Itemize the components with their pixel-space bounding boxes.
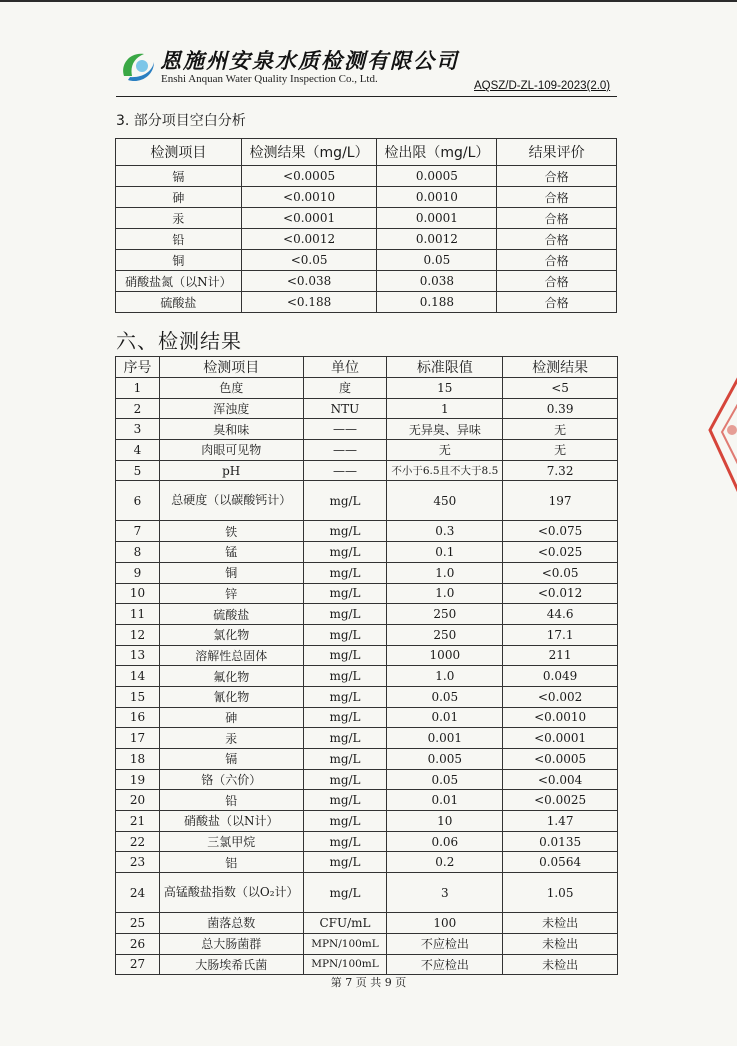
blank-cell: 合格 [497,229,617,250]
results-cell: mg/L [303,873,387,913]
blank-cell: 汞 [116,208,242,229]
results-cell: 3 [387,873,503,913]
results-cell: <0.0001 [503,728,618,749]
blank-cell: 硫酸盐 [116,292,242,313]
results-cell: mg/L [303,749,387,770]
table-row [116,440,618,461]
results-cell: 9 [116,562,160,583]
results-cell: MPN/100mL [303,954,387,975]
results-cell: 0.2 [387,852,503,873]
results-cell: 氰化物 [159,686,303,707]
results-cell: 铁 [159,521,303,542]
results-cell: 肉眼可见物 [159,440,303,461]
table-row [116,624,618,645]
results-cell: <0.0005 [503,749,618,770]
results-cell: mg/L [303,624,387,645]
results-cell: 1.05 [503,873,618,913]
results-header-cell: 检测结果 [503,357,618,378]
results-cell: mg/L [303,707,387,728]
results-table [115,356,618,975]
results-cell: 17 [116,728,160,749]
results-cell: 铝 [159,852,303,873]
results-cell: 不应检出 [387,954,503,975]
blank-cell: 合格 [497,187,617,208]
blank-header-cell: 检出限（mg/L） [377,139,497,166]
results-cell: —— [303,419,387,440]
blank-cell: 砷 [116,187,242,208]
results-cell: 0.05 [387,769,503,790]
table-row [116,398,618,419]
results-cell: 250 [387,624,503,645]
results-cell: mg/L [303,831,387,852]
results-cell: 氟化物 [159,666,303,687]
results-cell: 镉 [159,749,303,770]
results-cell: MPN/100mL [303,933,387,954]
blank-cell: <0.0010 [241,187,377,208]
results-cell: mg/L [303,686,387,707]
table-row [116,419,618,440]
results-cell: 1.0 [387,666,503,687]
results-cell: 未检出 [503,933,618,954]
results-cell: <0.012 [503,583,618,604]
blank-cell: 合格 [497,250,617,271]
results-cell: 氯化物 [159,624,303,645]
results-cell: 15 [116,686,160,707]
table-row [116,271,617,292]
table-row [116,583,618,604]
results-cell: 1 [387,398,503,419]
table-row [116,292,617,313]
table-row [116,769,618,790]
results-cell: 197 [503,481,618,521]
table-row [116,831,618,852]
table-row [116,378,618,399]
results-cell: 7 [116,521,160,542]
results-cell: 浑浊度 [159,398,303,419]
results-cell: 8 [116,542,160,563]
results-cell: 0.05 [387,686,503,707]
document-code: AQSZ/D-ZL-109-2023(2.0) [474,80,611,92]
table-row [116,460,618,481]
blank-cell: 0.188 [377,292,497,313]
results-cell: 0.0564 [503,852,618,873]
results-cell: <0.075 [503,521,618,542]
results-cell: 溶解性总固体 [159,645,303,666]
blank-cell: <0.0005 [241,166,377,187]
table-row [116,933,618,954]
results-cell: 铬（六价） [159,769,303,790]
results-cell: mg/L [303,811,387,832]
results-cell: 0.1 [387,542,503,563]
top-border-line [0,0,737,2]
results-cell: 24 [116,873,160,913]
results-cell: <0.002 [503,686,618,707]
table-row [116,229,617,250]
results-cell: 0.39 [503,398,618,419]
results-cell: 硫酸盐 [159,604,303,625]
page-footer: 第 7 页 共 9 页 [330,976,407,989]
results-cell: mg/L [303,645,387,666]
table-row [116,481,618,521]
blank-cell: 铜 [116,250,242,271]
table-row [116,250,617,271]
results-cell: <0.025 [503,542,618,563]
results-cell: 锰 [159,542,303,563]
results-cell: 19 [116,769,160,790]
results-cell: mg/L [303,583,387,604]
results-cell: 2 [116,398,160,419]
blank-cell: 合格 [497,271,617,292]
results-cell: 12 [116,624,160,645]
blank-cell: 合格 [497,208,617,229]
results-cell: 27 [116,954,160,975]
results-cell: —— [303,440,387,461]
blank-cell: 镉 [116,166,242,187]
blank-cell: <0.0012 [241,229,377,250]
results-cell: 211 [503,645,618,666]
results-cell: 1000 [387,645,503,666]
table-row [116,208,617,229]
blank-cell: 0.0012 [377,229,497,250]
results-cell: 总硬度（以碳酸钙计） [159,481,303,521]
table-row [116,811,618,832]
results-cell: 1.47 [503,811,618,832]
results-cell: 无 [503,419,618,440]
results-cell: mg/L [303,769,387,790]
results-cell: 未检出 [503,954,618,975]
results-cell: 20 [116,790,160,811]
results-cell: 23 [116,852,160,873]
blank-cell: <0.188 [241,292,377,313]
company-logo-icon [118,46,158,86]
results-cell: 不小于6.5且不大于8.5 [387,460,503,481]
blank-cell: <0.038 [241,271,377,292]
results-cell: 铅 [159,790,303,811]
blank-cell: <0.05 [241,250,377,271]
results-header-cell: 标准限值 [387,357,503,378]
results-cell: 不应检出 [387,933,503,954]
blank-cell: 0.0005 [377,166,497,187]
results-cell: 0.001 [387,728,503,749]
results-cell: 21 [116,811,160,832]
results-cell: 菌落总数 [159,913,303,934]
table-row [116,749,618,770]
results-cell: mg/L [303,521,387,542]
results-cell: 15 [387,378,503,399]
results-cell: pH [159,460,303,481]
results-cell: 汞 [159,728,303,749]
blank-analysis-title: 3. 部分项目空白分析 [116,113,246,129]
results-section-title: 六、检测结果 [116,329,242,353]
results-header-cell: 单位 [303,357,387,378]
blank-cell: 合格 [497,292,617,313]
results-cell: <0.0025 [503,790,618,811]
results-cell: 13 [116,645,160,666]
results-cell: <5 [503,378,618,399]
results-cell: 250 [387,604,503,625]
results-cell: 11 [116,604,160,625]
results-cell: 26 [116,933,160,954]
results-cell: 3 [116,419,160,440]
results-header-cell: 序号 [116,357,160,378]
table-row [116,873,618,913]
blank-header-cell: 检测项目 [116,139,242,166]
table-row [116,707,618,728]
results-cell: 1.0 [387,562,503,583]
table-row [116,666,618,687]
table-row [116,728,618,749]
results-cell: —— [303,460,387,481]
header-divider [116,96,617,97]
results-cell: 17.1 [503,624,618,645]
results-cell: 100 [387,913,503,934]
results-cell: 锌 [159,583,303,604]
results-cell: mg/L [303,481,387,521]
results-cell: <0.004 [503,769,618,790]
table-row [116,562,618,583]
results-cell: 450 [387,481,503,521]
results-cell: 14 [116,666,160,687]
results-cell: 18 [116,749,160,770]
blank-cell: 0.05 [377,250,497,271]
results-cell: 无异臭、异味 [387,419,503,440]
results-cell: 0.049 [503,666,618,687]
results-cell: mg/L [303,562,387,583]
results-cell: 0.3 [387,521,503,542]
results-cell: 大肠埃希氏菌 [159,954,303,975]
results-cell: 7.32 [503,460,618,481]
results-cell: mg/L [303,790,387,811]
results-cell: 总大肠菌群 [159,933,303,954]
table-row [116,686,618,707]
results-cell: 4 [116,440,160,461]
company-name-en: Enshi Anquan Water Quality Inspection Co., Ltd. [161,73,378,85]
blank-header-cell: 检测结果（mg/L） [241,139,377,166]
results-cell: 色度 [159,378,303,399]
table-row [116,166,617,187]
blank-cell: 0.0001 [377,208,497,229]
results-cell: mg/L [303,666,387,687]
results-cell: 铜 [159,562,303,583]
blank-cell: 铅 [116,229,242,250]
blank-header-cell: 结果评价 [497,139,617,166]
results-cell: NTU [303,398,387,419]
blank-cell: 0.038 [377,271,497,292]
results-cell: 22 [116,831,160,852]
results-cell: mg/L [303,542,387,563]
results-cell: 三氯甲烷 [159,831,303,852]
results-cell: 臭和味 [159,419,303,440]
table-row [116,954,618,975]
table-row [116,645,618,666]
table-row [116,187,617,208]
table-row [116,913,618,934]
results-cell: 未检出 [503,913,618,934]
table-row [116,852,618,873]
results-cell: mg/L [303,852,387,873]
results-cell: 1 [116,378,160,399]
company-name-cn: 恩施州安泉水质检测有限公司 [160,48,459,73]
blank-cell: 0.0010 [377,187,497,208]
results-header-cell: 检测项目 [159,357,303,378]
results-cell: 无 [503,440,618,461]
results-cell: 0.01 [387,790,503,811]
results-cell: 44.6 [503,604,618,625]
results-cell: 0.01 [387,707,503,728]
results-cell: 0.06 [387,831,503,852]
results-cell: 16 [116,707,160,728]
blank-cell: 硝酸盐氮（以N计） [116,271,242,292]
blank-cell: <0.0001 [241,208,377,229]
results-cell: 无 [387,440,503,461]
results-cell: mg/L [303,728,387,749]
blank-cell: 合格 [497,166,617,187]
results-cell: 0.0135 [503,831,618,852]
results-cell: CFU/mL [303,913,387,934]
results-cell: 度 [303,378,387,399]
results-cell: 5 [116,460,160,481]
results-cell: 0.005 [387,749,503,770]
table-row [116,542,618,563]
seal-stamp-icon [700,370,737,500]
table-row [116,604,618,625]
results-cell: 10 [387,811,503,832]
results-cell: 1.0 [387,583,503,604]
results-cell: 6 [116,481,160,521]
results-cell: 25 [116,913,160,934]
table-row [116,790,618,811]
results-cell: 10 [116,583,160,604]
results-cell: <0.0010 [503,707,618,728]
results-cell: 高锰酸盐指数（以O₂计） [159,873,303,913]
results-cell: 硝酸盐（以N计） [159,811,303,832]
results-cell: <0.05 [503,562,618,583]
results-cell: 砷 [159,707,303,728]
results-cell: mg/L [303,604,387,625]
blank-analysis-table [115,138,617,313]
table-row [116,521,618,542]
